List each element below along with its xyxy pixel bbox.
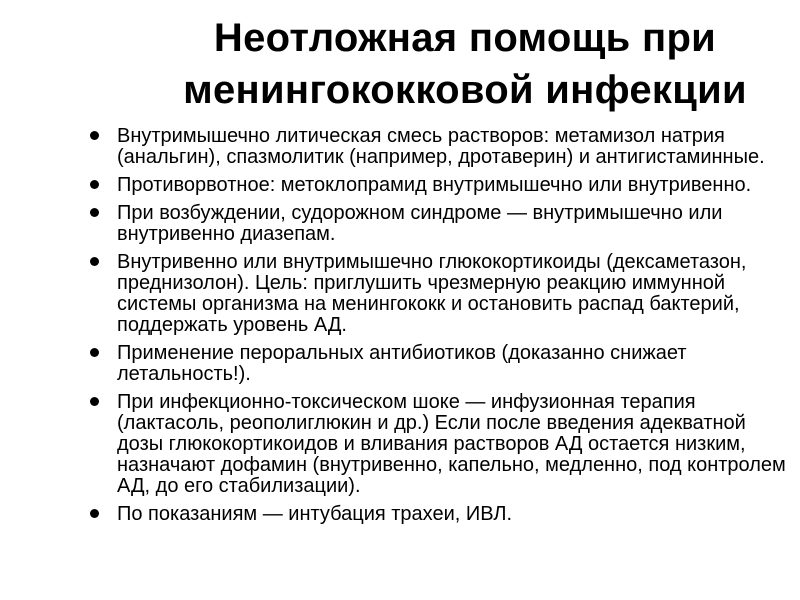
slide-title-line-1: Неотложная помощь при (213, 16, 717, 60)
bullet-item (90, 175, 792, 196)
bullet-dot-icon (90, 180, 99, 189)
bullet-text: Внутримышечно литическая смесь растворов: метамизол натрия (анальгин), спазмолитик (например, дротаверин) и антигистаминные. (117, 125, 765, 168)
bullet-item (90, 203, 792, 245)
bullet-dot-icon (90, 131, 99, 140)
bullet-text: Внутривенно или внутримышечно глюкокортикоиды (дексаметазон, преднизолон). Цель: приглушить чрезмерную реакцию иммунной системы организма на менингококк и остановить распад бактерий, поддержать уровень АД. (117, 251, 747, 336)
bullet-list (90, 126, 792, 532)
bullet-item (90, 252, 792, 336)
bullet-dot-icon (90, 509, 99, 518)
bullet-item (90, 126, 792, 168)
bullet-dot-icon (90, 348, 99, 357)
slide-title (120, 12, 800, 116)
bullet-dot-icon (90, 397, 99, 406)
bullet-item (90, 343, 792, 385)
bullet-item (90, 392, 792, 497)
bullet-dot-icon (90, 257, 99, 266)
bullet-text: Противорвотное: метоклопрамид внутримышечно или внутривенно. (117, 174, 752, 196)
bullet-text: По показаниям — интубация трахеи, ИВЛ. (117, 503, 513, 525)
bullet-text: Применение пероральных антибиотиков (доказанно снижает летальность!). (117, 342, 687, 385)
slide-title-line-2: менингококковой инфекции (183, 68, 747, 112)
bullet-item (90, 504, 792, 525)
bullet-text: При возбуждении, судорожном синдроме — внутримышечно или внутривенно диазепам. (117, 202, 723, 245)
bullet-dot-icon (90, 208, 99, 217)
bullet-text: При инфекционно-токсическом шоке — инфузионная терапия (лактасоль, реополиглюкин и др.) Если после введения адекватной дозы глюкокортикоидов и вливания растворов АД остается низким, назначают дофамин (внутривенно, капельно, медленно, под контролем АД, до его стабилизации). (117, 391, 786, 497)
